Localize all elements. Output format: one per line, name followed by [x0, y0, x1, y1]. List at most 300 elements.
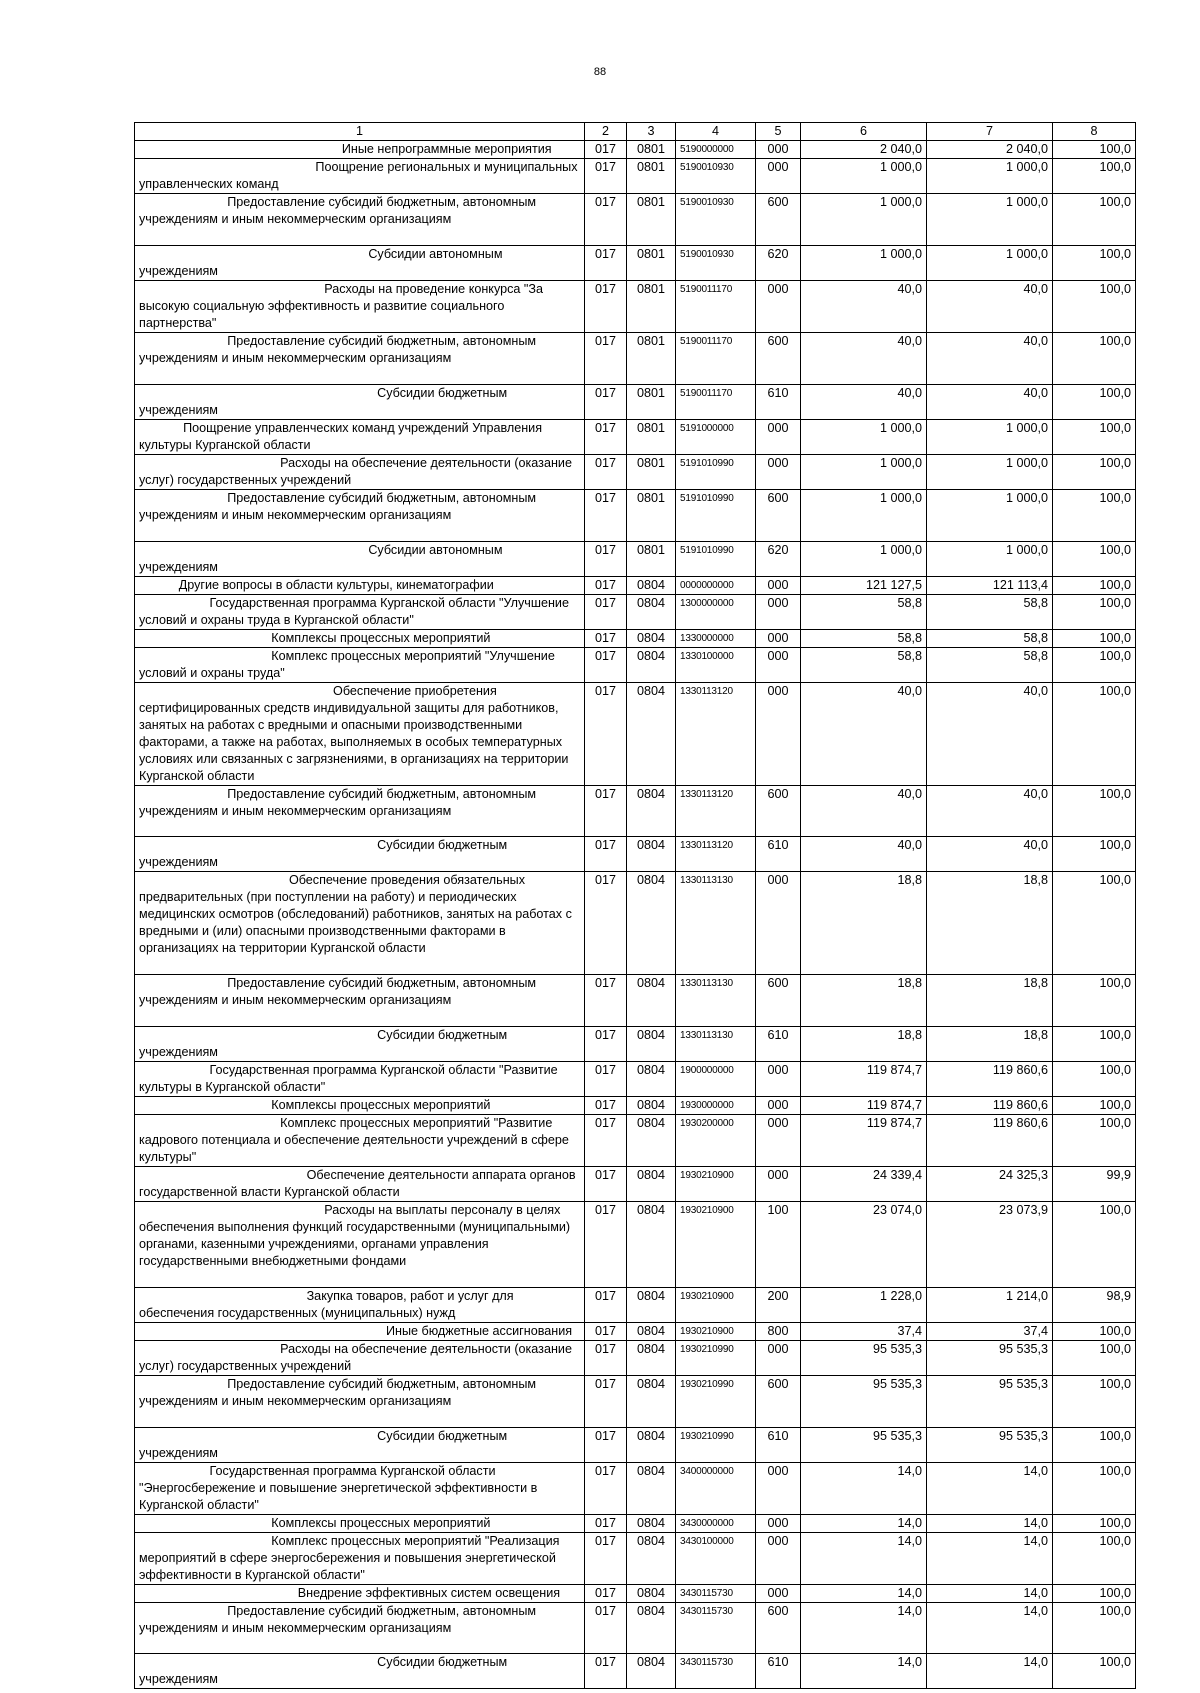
ministry-code-cell: 017 [585, 194, 627, 246]
target-article-cell: 3430115730 [676, 1603, 756, 1654]
ministry-code-cell: 017 [585, 420, 627, 455]
plan-amount-cell: 119 874,7 [801, 1115, 927, 1167]
percent-cell: 100,0 [1053, 1515, 1136, 1533]
expense-type-cell: 800 [756, 1323, 801, 1341]
ministry-code-cell: 017 [585, 648, 627, 683]
table-row [135, 872, 1136, 975]
item-name-cell [135, 683, 585, 786]
executed-amount-cell: 40,0 [927, 333, 1053, 385]
section-code-cell: 0804 [627, 577, 676, 595]
percent-cell: 100,0 [1053, 648, 1136, 683]
section-code-cell: 0801 [627, 333, 676, 385]
executed-amount-cell: 14,0 [927, 1585, 1053, 1603]
section-code-cell: 0801 [627, 542, 676, 577]
item-name-text: Расходы на обеспечение деятельности (оказание услуг) государственных учреждений [139, 1342, 572, 1373]
table-header-row [135, 123, 1136, 141]
percent-cell: 100,0 [1053, 542, 1136, 577]
item-name-cell [135, 490, 585, 542]
item-name-cell [135, 281, 585, 333]
item-name-text: Субсидии бюджетным учреждениям [139, 1429, 508, 1460]
section-code-cell: 0804 [627, 1097, 676, 1115]
item-name-text: Расходы на выплаты персоналу в целях обеспечения выполнения функций государственными (муниципальными) органами, казенными учреждениями, органами управления государственными внебюджетными фондами [139, 1203, 571, 1268]
section-code-cell: 0804 [627, 1115, 676, 1167]
target-article-cell: 1930210900 [676, 1202, 756, 1288]
percent-cell: 100,0 [1053, 194, 1136, 246]
section-code-cell: 0801 [627, 281, 676, 333]
executed-amount-cell: 119 860,6 [927, 1115, 1053, 1167]
percent-cell: 100,0 [1053, 1585, 1136, 1603]
target-article-cell: 1330113120 [676, 683, 756, 786]
table-row [135, 490, 1136, 542]
executed-amount-cell: 18,8 [927, 1027, 1053, 1062]
executed-amount-cell: 24 325,3 [927, 1167, 1053, 1202]
target-article-cell: 1330113120 [676, 837, 756, 872]
item-name-text: Расходы на обеспечение деятельности (оказание услуг) государственных учреждений [139, 456, 572, 487]
expense-type-cell: 620 [756, 542, 801, 577]
table-row [135, 1115, 1136, 1167]
ministry-code-cell: 017 [585, 1376, 627, 1428]
executed-amount-cell: 40,0 [927, 786, 1053, 837]
percent-cell: 100,0 [1053, 872, 1136, 975]
section-code-cell: 0804 [627, 1202, 676, 1288]
executed-amount-cell: 1 000,0 [927, 194, 1053, 246]
table-row [135, 1341, 1136, 1376]
section-code-cell: 0804 [627, 1341, 676, 1376]
item-name-cell [135, 542, 585, 577]
percent-cell: 100,0 [1053, 595, 1136, 630]
percent-cell: 100,0 [1053, 1533, 1136, 1585]
table-row [135, 683, 1136, 786]
ministry-code-cell: 017 [585, 542, 627, 577]
item-name-text: Закупка товаров, работ и услуг для обеспечения государственных (муниципальных) нужд [139, 1289, 514, 1320]
percent-cell: 100,0 [1053, 1115, 1136, 1167]
section-code-cell: 0804 [627, 1167, 676, 1202]
executed-amount-cell: 1 000,0 [927, 159, 1053, 194]
expense-type-cell: 620 [756, 246, 801, 281]
executed-amount-cell: 119 860,6 [927, 1097, 1053, 1115]
table-row [135, 159, 1136, 194]
plan-amount-cell: 18,8 [801, 1027, 927, 1062]
table-row [135, 542, 1136, 577]
table-row [135, 1603, 1136, 1654]
item-name-text: Субсидии автономным учреждениям [139, 543, 503, 574]
executed-amount-cell: 40,0 [927, 385, 1053, 420]
target-article-cell: 1930210990 [676, 1428, 756, 1463]
ministry-code-cell: 017 [585, 1115, 627, 1167]
table-row [135, 1654, 1136, 1689]
item-name-cell [135, 1027, 585, 1062]
item-name-text: Комплекс процессных мероприятий "Улучшение условий и охраны труда" [139, 649, 555, 680]
percent-cell: 100,0 [1053, 1463, 1136, 1515]
percent-cell: 100,0 [1053, 1323, 1136, 1341]
section-code-cell: 0804 [627, 872, 676, 975]
item-name-cell [135, 1288, 585, 1323]
expense-type-cell: 000 [756, 1341, 801, 1376]
ministry-code-cell: 017 [585, 1533, 627, 1585]
plan-amount-cell: 40,0 [801, 385, 927, 420]
expense-type-cell: 200 [756, 1288, 801, 1323]
expense-type-cell: 000 [756, 141, 801, 159]
executed-amount-cell: 23 073,9 [927, 1202, 1053, 1288]
ministry-code-cell: 017 [585, 837, 627, 872]
table-row [135, 1027, 1136, 1062]
ministry-code-cell: 017 [585, 141, 627, 159]
expense-type-cell: 000 [756, 595, 801, 630]
executed-amount-cell: 1 000,0 [927, 455, 1053, 490]
section-code-cell: 0804 [627, 1654, 676, 1689]
item-name-cell [135, 975, 585, 1027]
executed-amount-cell: 58,8 [927, 648, 1053, 683]
target-article-cell: 3430115730 [676, 1654, 756, 1689]
plan-amount-cell: 40,0 [801, 281, 927, 333]
expense-type-cell: 610 [756, 385, 801, 420]
ministry-code-cell: 017 [585, 1097, 627, 1115]
ministry-code-cell: 017 [585, 1062, 627, 1097]
expense-type-cell: 600 [756, 1603, 801, 1654]
table-row [135, 1515, 1136, 1533]
target-article-cell: 5190000000 [676, 141, 756, 159]
section-code-cell: 0804 [627, 648, 676, 683]
expense-type-cell: 000 [756, 872, 801, 975]
item-name-cell [135, 246, 585, 281]
item-name-text: Предоставление субсидий бюджетным, автономным учреждениям и иным некоммерческим организациям [139, 1604, 537, 1635]
item-name-text: Иные бюджетные ассигнования [385, 1324, 573, 1338]
item-name-text: Предоставление субсидий бюджетным, автономным учреждениям и иным некоммерческим организациям [139, 1377, 537, 1408]
target-article-cell: 5191010990 [676, 455, 756, 490]
expense-type-cell: 000 [756, 1585, 801, 1603]
target-article-cell: 3430115730 [676, 1585, 756, 1603]
plan-amount-cell: 40,0 [801, 683, 927, 786]
table-row [135, 455, 1136, 490]
target-article-cell: 5190011170 [676, 281, 756, 333]
percent-cell: 100,0 [1053, 333, 1136, 385]
table-row [135, 1062, 1136, 1097]
ministry-code-cell: 017 [585, 1515, 627, 1533]
table-row [135, 577, 1136, 595]
target-article-cell: 3430100000 [676, 1533, 756, 1585]
item-name-text: Субсидии бюджетным учреждениям [139, 1655, 508, 1686]
item-name-cell [135, 1167, 585, 1202]
executed-amount-cell: 1 000,0 [927, 246, 1053, 281]
percent-cell: 100,0 [1053, 837, 1136, 872]
executed-amount-cell: 1 000,0 [927, 542, 1053, 577]
ministry-code-cell: 017 [585, 683, 627, 786]
executed-amount-cell: 18,8 [927, 975, 1053, 1027]
plan-amount-cell: 58,8 [801, 648, 927, 683]
target-article-cell: 1930210990 [676, 1376, 756, 1428]
target-article-cell: 1330100000 [676, 648, 756, 683]
item-name-text: Поощрение региональных и муниципальных управленческих команд [139, 160, 578, 191]
expense-type-cell: 000 [756, 648, 801, 683]
section-code-cell: 0804 [627, 1533, 676, 1585]
target-article-cell: 1330113120 [676, 786, 756, 837]
plan-amount-cell: 95 535,3 [801, 1428, 927, 1463]
percent-cell: 100,0 [1053, 577, 1136, 595]
ministry-code-cell: 017 [585, 455, 627, 490]
ministry-code-cell: 017 [585, 1463, 627, 1515]
plan-amount-cell: 23 074,0 [801, 1202, 927, 1288]
table-row [135, 1376, 1136, 1428]
expense-type-cell: 000 [756, 1463, 801, 1515]
item-name-cell [135, 1654, 585, 1689]
expense-type-cell: 000 [756, 159, 801, 194]
section-code-cell: 0801 [627, 420, 676, 455]
item-name-text: Комплекс процессных мероприятий "Реализация мероприятий в сфере энергосбережения и повышения энергетической эффективности в Курганской области" [139, 1534, 560, 1582]
executed-amount-cell: 1 000,0 [927, 420, 1053, 455]
item-name-cell [135, 1515, 585, 1533]
ministry-code-cell: 017 [585, 1288, 627, 1323]
item-name-text: Комплексы процессных мероприятий [271, 1516, 491, 1530]
item-name-text: Субсидии автономным учреждениям [139, 247, 503, 278]
item-name-cell [135, 455, 585, 490]
expense-type-cell: 610 [756, 1654, 801, 1689]
budget-table [134, 122, 1136, 1689]
ministry-code-cell: 017 [585, 786, 627, 837]
plan-amount-cell: 37,4 [801, 1323, 927, 1341]
table-row [135, 333, 1136, 385]
ministry-code-cell: 017 [585, 975, 627, 1027]
section-code-cell: 0804 [627, 1515, 676, 1533]
percent-cell: 100,0 [1053, 1654, 1136, 1689]
ministry-code-cell: 017 [585, 490, 627, 542]
item-name-text: Государственная программа Курганской области "Улучшение условий и охраны труда в Курганской области" [139, 596, 569, 627]
table-row [135, 420, 1136, 455]
plan-amount-cell: 14,0 [801, 1654, 927, 1689]
header-col-5: 5 [756, 123, 801, 141]
plan-amount-cell: 14,0 [801, 1585, 927, 1603]
item-name-cell [135, 786, 585, 837]
expense-type-cell: 600 [756, 194, 801, 246]
section-code-cell: 0804 [627, 595, 676, 630]
page-number: 88 [593, 66, 607, 78]
item-name-cell [135, 577, 585, 595]
executed-amount-cell: 40,0 [927, 837, 1053, 872]
table-row [135, 630, 1136, 648]
target-article-cell: 1930210900 [676, 1323, 756, 1341]
percent-cell: 100,0 [1053, 1202, 1136, 1288]
target-article-cell: 5190011170 [676, 385, 756, 420]
target-article-cell: 5191010990 [676, 490, 756, 542]
plan-amount-cell: 1 228,0 [801, 1288, 927, 1323]
item-name-text: Обеспечение деятельности аппарата органов государственной власти Курганской области [139, 1168, 576, 1199]
expense-type-cell: 000 [756, 1097, 801, 1115]
expense-type-cell: 600 [756, 786, 801, 837]
plan-amount-cell: 58,8 [801, 595, 927, 630]
expense-type-cell: 000 [756, 455, 801, 490]
item-name-text: Предоставление субсидий бюджетным, автономным учреждениям и иным некоммерческим организациям [139, 195, 537, 226]
percent-cell: 100,0 [1053, 1428, 1136, 1463]
item-name-cell [135, 194, 585, 246]
header-col-2: 2 [585, 123, 627, 141]
percent-cell: 100,0 [1053, 1603, 1136, 1654]
item-name-text: Внедрение эффективных систем освещения [297, 1586, 561, 1600]
section-code-cell: 0801 [627, 141, 676, 159]
item-name-text: Субсидии бюджетным учреждениям [139, 386, 508, 417]
plan-amount-cell: 40,0 [801, 786, 927, 837]
target-article-cell: 1930000000 [676, 1097, 756, 1115]
target-article-cell: 5190011170 [676, 333, 756, 385]
item-name-cell [135, 1115, 585, 1167]
table-row [135, 1097, 1136, 1115]
section-code-cell: 0804 [627, 975, 676, 1027]
plan-amount-cell: 1 000,0 [801, 159, 927, 194]
executed-amount-cell: 18,8 [927, 872, 1053, 975]
percent-cell: 100,0 [1053, 281, 1136, 333]
item-name-cell [135, 837, 585, 872]
ministry-code-cell: 017 [585, 577, 627, 595]
percent-cell: 100,0 [1053, 246, 1136, 281]
target-article-cell: 1300000000 [676, 595, 756, 630]
item-name-cell [135, 1097, 585, 1115]
percent-cell: 100,0 [1053, 975, 1136, 1027]
table-row [135, 1533, 1136, 1585]
table-row [135, 837, 1136, 872]
expense-type-cell: 610 [756, 1027, 801, 1062]
ministry-code-cell: 017 [585, 1428, 627, 1463]
section-code-cell: 0804 [627, 837, 676, 872]
table-row [135, 648, 1136, 683]
ministry-code-cell: 017 [585, 1585, 627, 1603]
section-code-cell: 0801 [627, 246, 676, 281]
executed-amount-cell: 95 535,3 [927, 1428, 1053, 1463]
item-name-text: Предоставление субсидий бюджетным, автономным учреждениям и иным некоммерческим организациям [139, 491, 537, 522]
percent-cell: 100,0 [1053, 1376, 1136, 1428]
table-row [135, 1585, 1136, 1603]
percent-cell: 100,0 [1053, 385, 1136, 420]
plan-amount-cell: 24 339,4 [801, 1167, 927, 1202]
target-article-cell: 5190010930 [676, 194, 756, 246]
expense-type-cell: 000 [756, 1062, 801, 1097]
executed-amount-cell: 14,0 [927, 1515, 1053, 1533]
item-name-cell [135, 1341, 585, 1376]
percent-cell: 100,0 [1053, 1341, 1136, 1376]
target-article-cell: 1930200000 [676, 1115, 756, 1167]
table-row [135, 246, 1136, 281]
table-row [135, 1323, 1136, 1341]
percent-cell: 100,0 [1053, 141, 1136, 159]
percent-cell: 100,0 [1053, 490, 1136, 542]
item-name-text: Другие вопросы в области культуры, кинематографии [178, 578, 494, 592]
plan-amount-cell: 18,8 [801, 975, 927, 1027]
percent-cell: 100,0 [1053, 1027, 1136, 1062]
percent-cell: 99,9 [1053, 1167, 1136, 1202]
table-row [135, 385, 1136, 420]
expense-type-cell: 600 [756, 975, 801, 1027]
plan-amount-cell: 1 000,0 [801, 490, 927, 542]
executed-amount-cell: 14,0 [927, 1654, 1053, 1689]
item-name-text: Комплексы процессных мероприятий [271, 631, 491, 645]
item-name-text: Предоставление субсидий бюджетным, автономным учреждениям и иным некоммерческим организациям [139, 976, 537, 1007]
ministry-code-cell: 017 [585, 1167, 627, 1202]
target-article-cell: 5191010990 [676, 542, 756, 577]
section-code-cell: 0804 [627, 1288, 676, 1323]
percent-cell: 98,9 [1053, 1288, 1136, 1323]
section-code-cell: 0804 [627, 1062, 676, 1097]
executed-amount-cell: 14,0 [927, 1603, 1053, 1654]
plan-amount-cell: 121 127,5 [801, 577, 927, 595]
plan-amount-cell: 14,0 [801, 1515, 927, 1533]
executed-amount-cell: 58,8 [927, 595, 1053, 630]
ministry-code-cell: 017 [585, 1341, 627, 1376]
item-name-text: Иные непрограммные мероприятия [341, 142, 552, 156]
executed-amount-cell: 1 214,0 [927, 1288, 1053, 1323]
item-name-cell [135, 1603, 585, 1654]
item-name-cell [135, 385, 585, 420]
item-name-cell [135, 1428, 585, 1463]
section-code-cell: 0801 [627, 159, 676, 194]
table-row [135, 975, 1136, 1027]
section-code-cell: 0804 [627, 1428, 676, 1463]
expense-type-cell: 600 [756, 1376, 801, 1428]
plan-amount-cell: 14,0 [801, 1463, 927, 1515]
target-article-cell: 5190010930 [676, 159, 756, 194]
section-code-cell: 0804 [627, 1585, 676, 1603]
plan-amount-cell: 2 040,0 [801, 141, 927, 159]
item-name-text: Субсидии бюджетным учреждениям [139, 1028, 508, 1059]
section-code-cell: 0804 [627, 1323, 676, 1341]
executed-amount-cell: 1 000,0 [927, 490, 1053, 542]
percent-cell: 100,0 [1053, 420, 1136, 455]
item-name-text: Расходы на проведение конкурса "За высокую социальную эффективность и развитие социального партнерства" [139, 282, 543, 330]
target-article-cell: 1930210900 [676, 1288, 756, 1323]
percent-cell: 100,0 [1053, 455, 1136, 490]
section-code-cell: 0804 [627, 1603, 676, 1654]
plan-amount-cell: 58,8 [801, 630, 927, 648]
target-article-cell: 1330113130 [676, 1027, 756, 1062]
target-article-cell: 5190010930 [676, 246, 756, 281]
target-article-cell: 1930210990 [676, 1341, 756, 1376]
plan-amount-cell: 18,8 [801, 872, 927, 975]
expense-type-cell: 000 [756, 420, 801, 455]
item-name-text: Субсидии бюджетным учреждениям [139, 838, 508, 869]
ministry-code-cell: 017 [585, 1323, 627, 1341]
section-code-cell: 0801 [627, 385, 676, 420]
percent-cell: 100,0 [1053, 786, 1136, 837]
plan-amount-cell: 1 000,0 [801, 420, 927, 455]
table-row [135, 194, 1136, 246]
percent-cell: 100,0 [1053, 630, 1136, 648]
table-row [135, 141, 1136, 159]
ministry-code-cell: 017 [585, 385, 627, 420]
expense-type-cell: 610 [756, 1428, 801, 1463]
target-article-cell: 5191000000 [676, 420, 756, 455]
ministry-code-cell: 017 [585, 1603, 627, 1654]
target-article-cell: 3400000000 [676, 1463, 756, 1515]
ministry-code-cell: 017 [585, 630, 627, 648]
executed-amount-cell: 2 040,0 [927, 141, 1053, 159]
item-name-cell [135, 141, 585, 159]
item-name-text: Государственная программа Курганской области "Энергосбережение и повышение энергетической эффективности в Курганской области" [139, 1464, 538, 1512]
plan-amount-cell: 1 000,0 [801, 246, 927, 281]
item-name-cell [135, 333, 585, 385]
expense-type-cell: 000 [756, 1167, 801, 1202]
item-name-text: Обеспечение проведения обязательных предварительных (при поступлении на работу) и периодических медицинских осмотров (обследований) работников, занятых на работах с вредными и (или) опасными производственными факторами в организациях на территории Курганской области [139, 873, 572, 955]
section-code-cell: 0804 [627, 683, 676, 786]
section-code-cell: 0804 [627, 786, 676, 837]
table-row [135, 595, 1136, 630]
executed-amount-cell: 37,4 [927, 1323, 1053, 1341]
expense-type-cell: 600 [756, 490, 801, 542]
item-name-cell [135, 420, 585, 455]
target-article-cell: 1330113130 [676, 872, 756, 975]
expense-type-cell: 610 [756, 837, 801, 872]
header-col-6: 6 [801, 123, 927, 141]
item-name-cell [135, 595, 585, 630]
item-name-text: Поощрение управленческих команд учреждений Управления культуры Курганской области [139, 421, 543, 452]
item-name-cell [135, 1062, 585, 1097]
item-name-text: Государственная программа Курганской области "Развитие культуры в Курганской области" [139, 1063, 558, 1094]
expense-type-cell: 100 [756, 1202, 801, 1288]
